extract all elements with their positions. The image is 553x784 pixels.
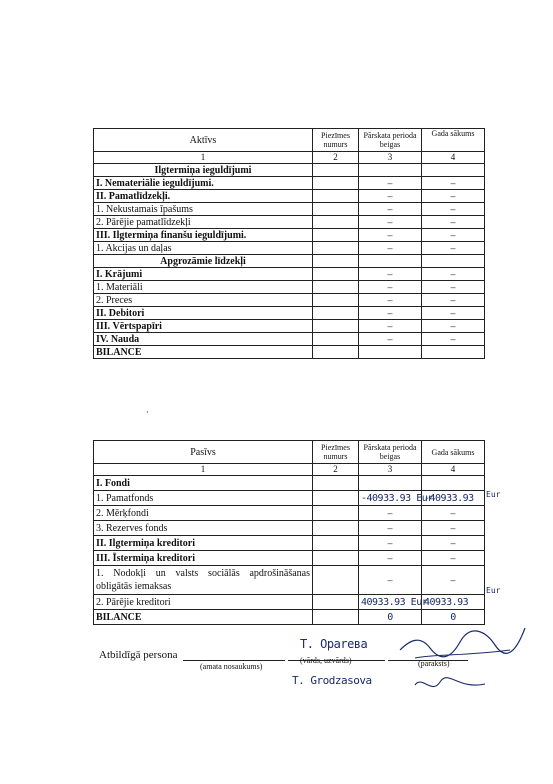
table-row	[94, 255, 485, 268]
row-value-end: –	[359, 333, 422, 346]
row-label: II. Ilgtermiņa kreditori	[94, 536, 313, 551]
pasivs-header-col2: Piezīmes numurs	[313, 441, 359, 464]
table-row	[94, 536, 485, 551]
row-value-start: –	[422, 268, 485, 281]
row-value-start: –	[422, 551, 485, 566]
pasivs-colnum-row	[94, 464, 485, 476]
row-value-start: –	[422, 521, 485, 536]
table-row	[94, 229, 485, 242]
row-value-end: –	[359, 566, 422, 595]
row-value-end: –	[359, 551, 422, 566]
row-label: 1. Nodokļi un valsts sociālās apdrošināšanas obligātās iemaksas	[94, 566, 313, 595]
row-label: 2. Pārējie pamatlīdzekļi	[94, 216, 313, 229]
row-label: III. Ilgtermiņa finanšu ieguldījumi.	[94, 229, 313, 242]
row-value-end	[359, 255, 422, 268]
row-label: 2. Pārējie kreditori	[94, 595, 313, 610]
row-value-end	[359, 476, 422, 491]
row-value-start: –	[422, 177, 485, 190]
row-label: 2. Mērķfondi	[94, 506, 313, 521]
row-value-end: –	[359, 281, 422, 294]
table-row	[94, 216, 485, 229]
row-value-start: –	[422, 281, 485, 294]
table-row	[94, 476, 485, 491]
table-row	[94, 268, 485, 281]
table-row	[94, 281, 485, 294]
stray-mark: ,	[146, 404, 149, 414]
position-caption: (amata nosaukums)	[200, 662, 263, 671]
table-row	[94, 491, 485, 506]
row-value-end: –	[359, 216, 422, 229]
aktivs-colnum-row	[94, 152, 485, 164]
row-value-end: –	[359, 177, 422, 190]
row-value-end: –	[359, 242, 422, 255]
row-value-end: -40933.93 Eur	[359, 491, 422, 506]
colnum: 1	[94, 464, 313, 476]
table-row	[94, 307, 485, 320]
row-value-start: –	[422, 506, 485, 521]
row-value-start: –	[422, 190, 485, 203]
responsible-person-label: Atbildīgā persona	[99, 649, 178, 661]
currency-note: Eur	[486, 586, 501, 595]
signature-scribble-2	[410, 670, 490, 700]
row-value-end: –	[359, 229, 422, 242]
colnum: 4	[422, 464, 485, 476]
row-value-end: –	[359, 521, 422, 536]
row-label: II. Pamatlīdzekļi.	[94, 190, 313, 203]
currency-note: Eur	[486, 490, 501, 499]
row-label: 2. Preces	[94, 294, 313, 307]
table-row	[94, 203, 485, 216]
row-value-end: 40933.93 Eur	[359, 595, 422, 610]
colnum: 1	[94, 152, 313, 164]
row-label: Ilgtermiņa ieguldījumi	[94, 164, 313, 177]
table-row	[94, 521, 485, 536]
row-value-end	[359, 346, 422, 359]
row-value-end: –	[359, 294, 422, 307]
colnum: 4	[422, 152, 485, 164]
row-value-end	[359, 164, 422, 177]
table-row	[94, 190, 485, 203]
row-value-start: –	[422, 242, 485, 255]
row-value-start: –	[422, 536, 485, 551]
table-row	[94, 333, 485, 346]
aktivs-header-row	[94, 129, 485, 152]
row-value-end: –	[359, 506, 422, 521]
row-value-end: –	[359, 320, 422, 333]
row-value-start: –	[422, 333, 485, 346]
handwritten-name-2: T. Grodzasova	[292, 674, 372, 687]
table-row	[94, 566, 485, 595]
row-label: I. Fondi	[94, 476, 313, 491]
row-label: III. Vērtspapīri	[94, 320, 313, 333]
aktivs-table	[93, 128, 485, 359]
row-label: 1. Akcijas un daļas	[94, 242, 313, 255]
pasivs-header-col1: Pasīvs	[94, 441, 313, 464]
row-value-end: –	[359, 307, 422, 320]
row-label: I. Nemateriālie ieguldījumi.	[94, 177, 313, 190]
row-label: Apgrozāmie līdzekļi	[94, 255, 313, 268]
colnum: 3	[359, 152, 422, 164]
pasivs-header-col4: Gada sākums	[422, 441, 485, 464]
row-label: BILANCE	[94, 346, 313, 359]
table-row	[94, 595, 485, 610]
name-caption: (vārds, uzvārds)	[300, 656, 352, 665]
pasivs-header-col3: Pārskata perioda beigas	[359, 441, 422, 464]
row-value-start	[422, 476, 485, 491]
row-value-end: –	[359, 190, 422, 203]
row-value-start: –	[422, 320, 485, 333]
table-row	[94, 294, 485, 307]
colnum: 2	[313, 464, 359, 476]
table-row	[94, 177, 485, 190]
row-label: 1. Pamatfonds	[94, 491, 313, 506]
row-value-start	[422, 346, 485, 359]
aktivs-header-col3: Pārskata perioda beigas	[359, 129, 422, 152]
row-label: 1. Materiāli	[94, 281, 313, 294]
row-value-end: –	[359, 203, 422, 216]
row-value-start: –	[422, 294, 485, 307]
row-value-start: –	[422, 307, 485, 320]
aktivs-header-col4: Gada sākums	[422, 129, 485, 152]
row-label: 3. Rezerves fonds	[94, 521, 313, 536]
sign-caption: (paraksts)	[418, 659, 450, 668]
pasivs-header-row	[94, 441, 485, 464]
row-label: BILANCE	[94, 610, 313, 625]
position-line	[183, 660, 285, 661]
row-value-start	[422, 255, 485, 268]
table-row	[94, 320, 485, 333]
row-label: 1. Nekustamais īpašums	[94, 203, 313, 216]
table-row	[94, 346, 485, 359]
row-label: IV. Nauda	[94, 333, 313, 346]
row-value-start: –	[422, 229, 485, 242]
handwritten-name: T. Oparева	[300, 637, 368, 651]
row-value-end: 0	[359, 610, 422, 625]
aktivs-header-col1: Aktīvs	[94, 129, 313, 152]
row-value-end: –	[359, 536, 422, 551]
row-value-start: 40933.93	[422, 595, 485, 610]
pasivs-table	[93, 440, 485, 625]
table-row	[94, 506, 485, 521]
row-label: I. Krājumi	[94, 268, 313, 281]
row-value-start: –	[422, 216, 485, 229]
row-value-start: –	[422, 566, 485, 595]
row-value-start: 0	[422, 610, 485, 625]
table-row	[94, 551, 485, 566]
table-row	[94, 164, 485, 177]
row-value-start: –	[422, 203, 485, 216]
row-label: III. Īstermiņa kreditori	[94, 551, 313, 566]
colnum: 2	[313, 152, 359, 164]
row-value-start	[422, 164, 485, 177]
row-label: II. Debitori	[94, 307, 313, 320]
row-value-start: -40933.93	[422, 491, 485, 506]
aktivs-header-col2: Piezīmes numurs	[313, 129, 359, 152]
row-value-end: –	[359, 268, 422, 281]
table-row	[94, 242, 485, 255]
colnum: 3	[359, 464, 422, 476]
